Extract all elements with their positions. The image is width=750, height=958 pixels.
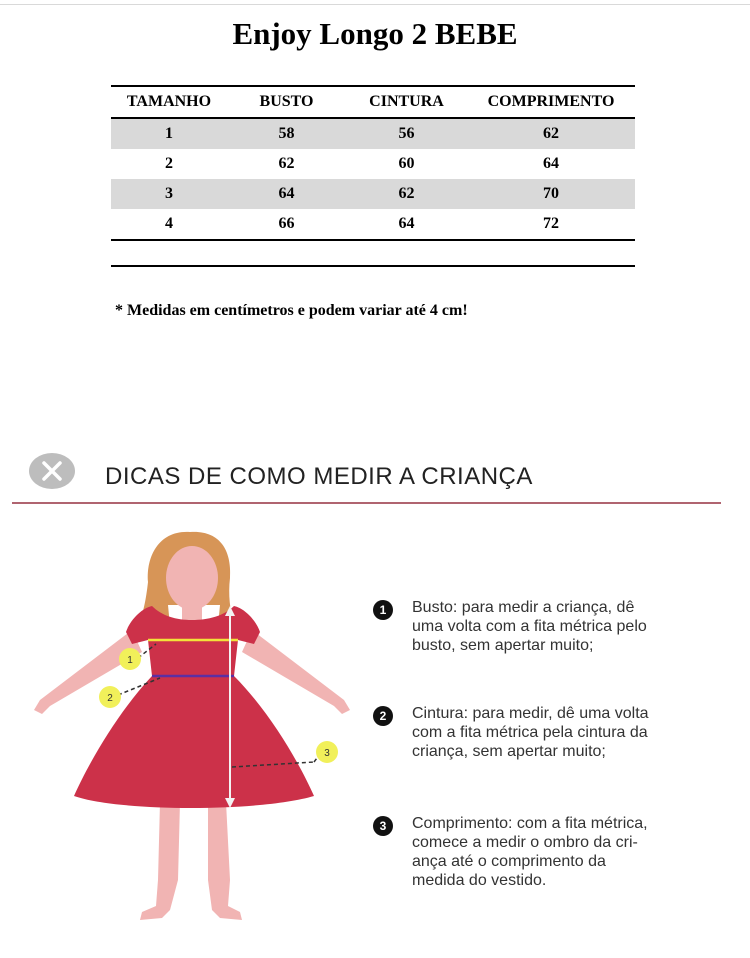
tip-number-badge: 2 [373, 706, 393, 726]
column-header-busto: BUSTO [227, 86, 346, 118]
close-icon [29, 453, 75, 489]
table-cell: 2 [165, 155, 173, 172]
table-row [111, 118, 635, 149]
table-cell: 64 [543, 155, 559, 172]
tip-text: Busto: para medir a criança, dê uma volta com a fita métrica pelo busto, sem apertar muito; [412, 599, 647, 654]
table-cell: 3 [111, 179, 227, 209]
right-leg-shape [208, 802, 242, 920]
column-header-tamanho: TAMANHO [111, 86, 227, 118]
marker-2-label: 2 [107, 693, 113, 704]
table-cell: 64 [346, 209, 467, 240]
table-cell: 66 [227, 209, 346, 240]
top-divider [0, 4, 750, 5]
left-arm-shape [34, 630, 142, 714]
tip-text: Cintura: para medir, dê uma volta com a fita métrica pela cintura da criança, sem apertar muito; [412, 705, 649, 760]
table-cell: 1 [111, 118, 227, 149]
tip-text: Comprimento: com a fita métrica, comece a medir o ombro da cri- ança até o comprimento da medida do vestido. [412, 815, 648, 889]
table-cell: 70 [467, 179, 635, 209]
marker-1-label: 1 [127, 655, 133, 666]
table-cell: 62 [346, 179, 467, 209]
measurement-note: * Medidas em centímetros e podem variar até 4 cm! [115, 302, 468, 319]
column-header-comprimento: COMPRIMENTO [467, 86, 635, 118]
table-cell: 56 [346, 118, 467, 149]
table-cell: 4 [111, 209, 227, 240]
tip-number-badge: 3 [373, 816, 393, 836]
tips-divider [12, 502, 721, 504]
size-table [111, 85, 635, 241]
table-cell: 64 [227, 179, 346, 209]
table-header-row [111, 86, 635, 118]
close-button[interactable] [29, 453, 75, 489]
left-leg-shape [140, 802, 180, 920]
table-row [111, 209, 635, 240]
table-row [111, 179, 635, 209]
table-row [111, 149, 635, 179]
child-measurement-illustration [20, 520, 360, 935]
table-cell: 58 [227, 118, 346, 149]
tips-heading: DICAS DE COMO MEDIR A CRIANÇA [105, 463, 533, 490]
page-title: Enjoy Longo 2 BEBE [232, 16, 518, 51]
table-cell: 72 [467, 209, 635, 240]
neck-shape [182, 604, 202, 620]
right-arm-shape [242, 630, 350, 714]
table-cell: 62 [278, 155, 295, 172]
table-cell: 62 [467, 118, 635, 149]
tip-number-badge: 1 [373, 600, 393, 620]
head-shape [166, 546, 218, 610]
table-bottom-divider [111, 265, 635, 267]
column-header-cintura: CINTURA [346, 86, 467, 118]
table-cell: 60 [398, 155, 415, 172]
marker-3-label: 3 [324, 748, 330, 759]
